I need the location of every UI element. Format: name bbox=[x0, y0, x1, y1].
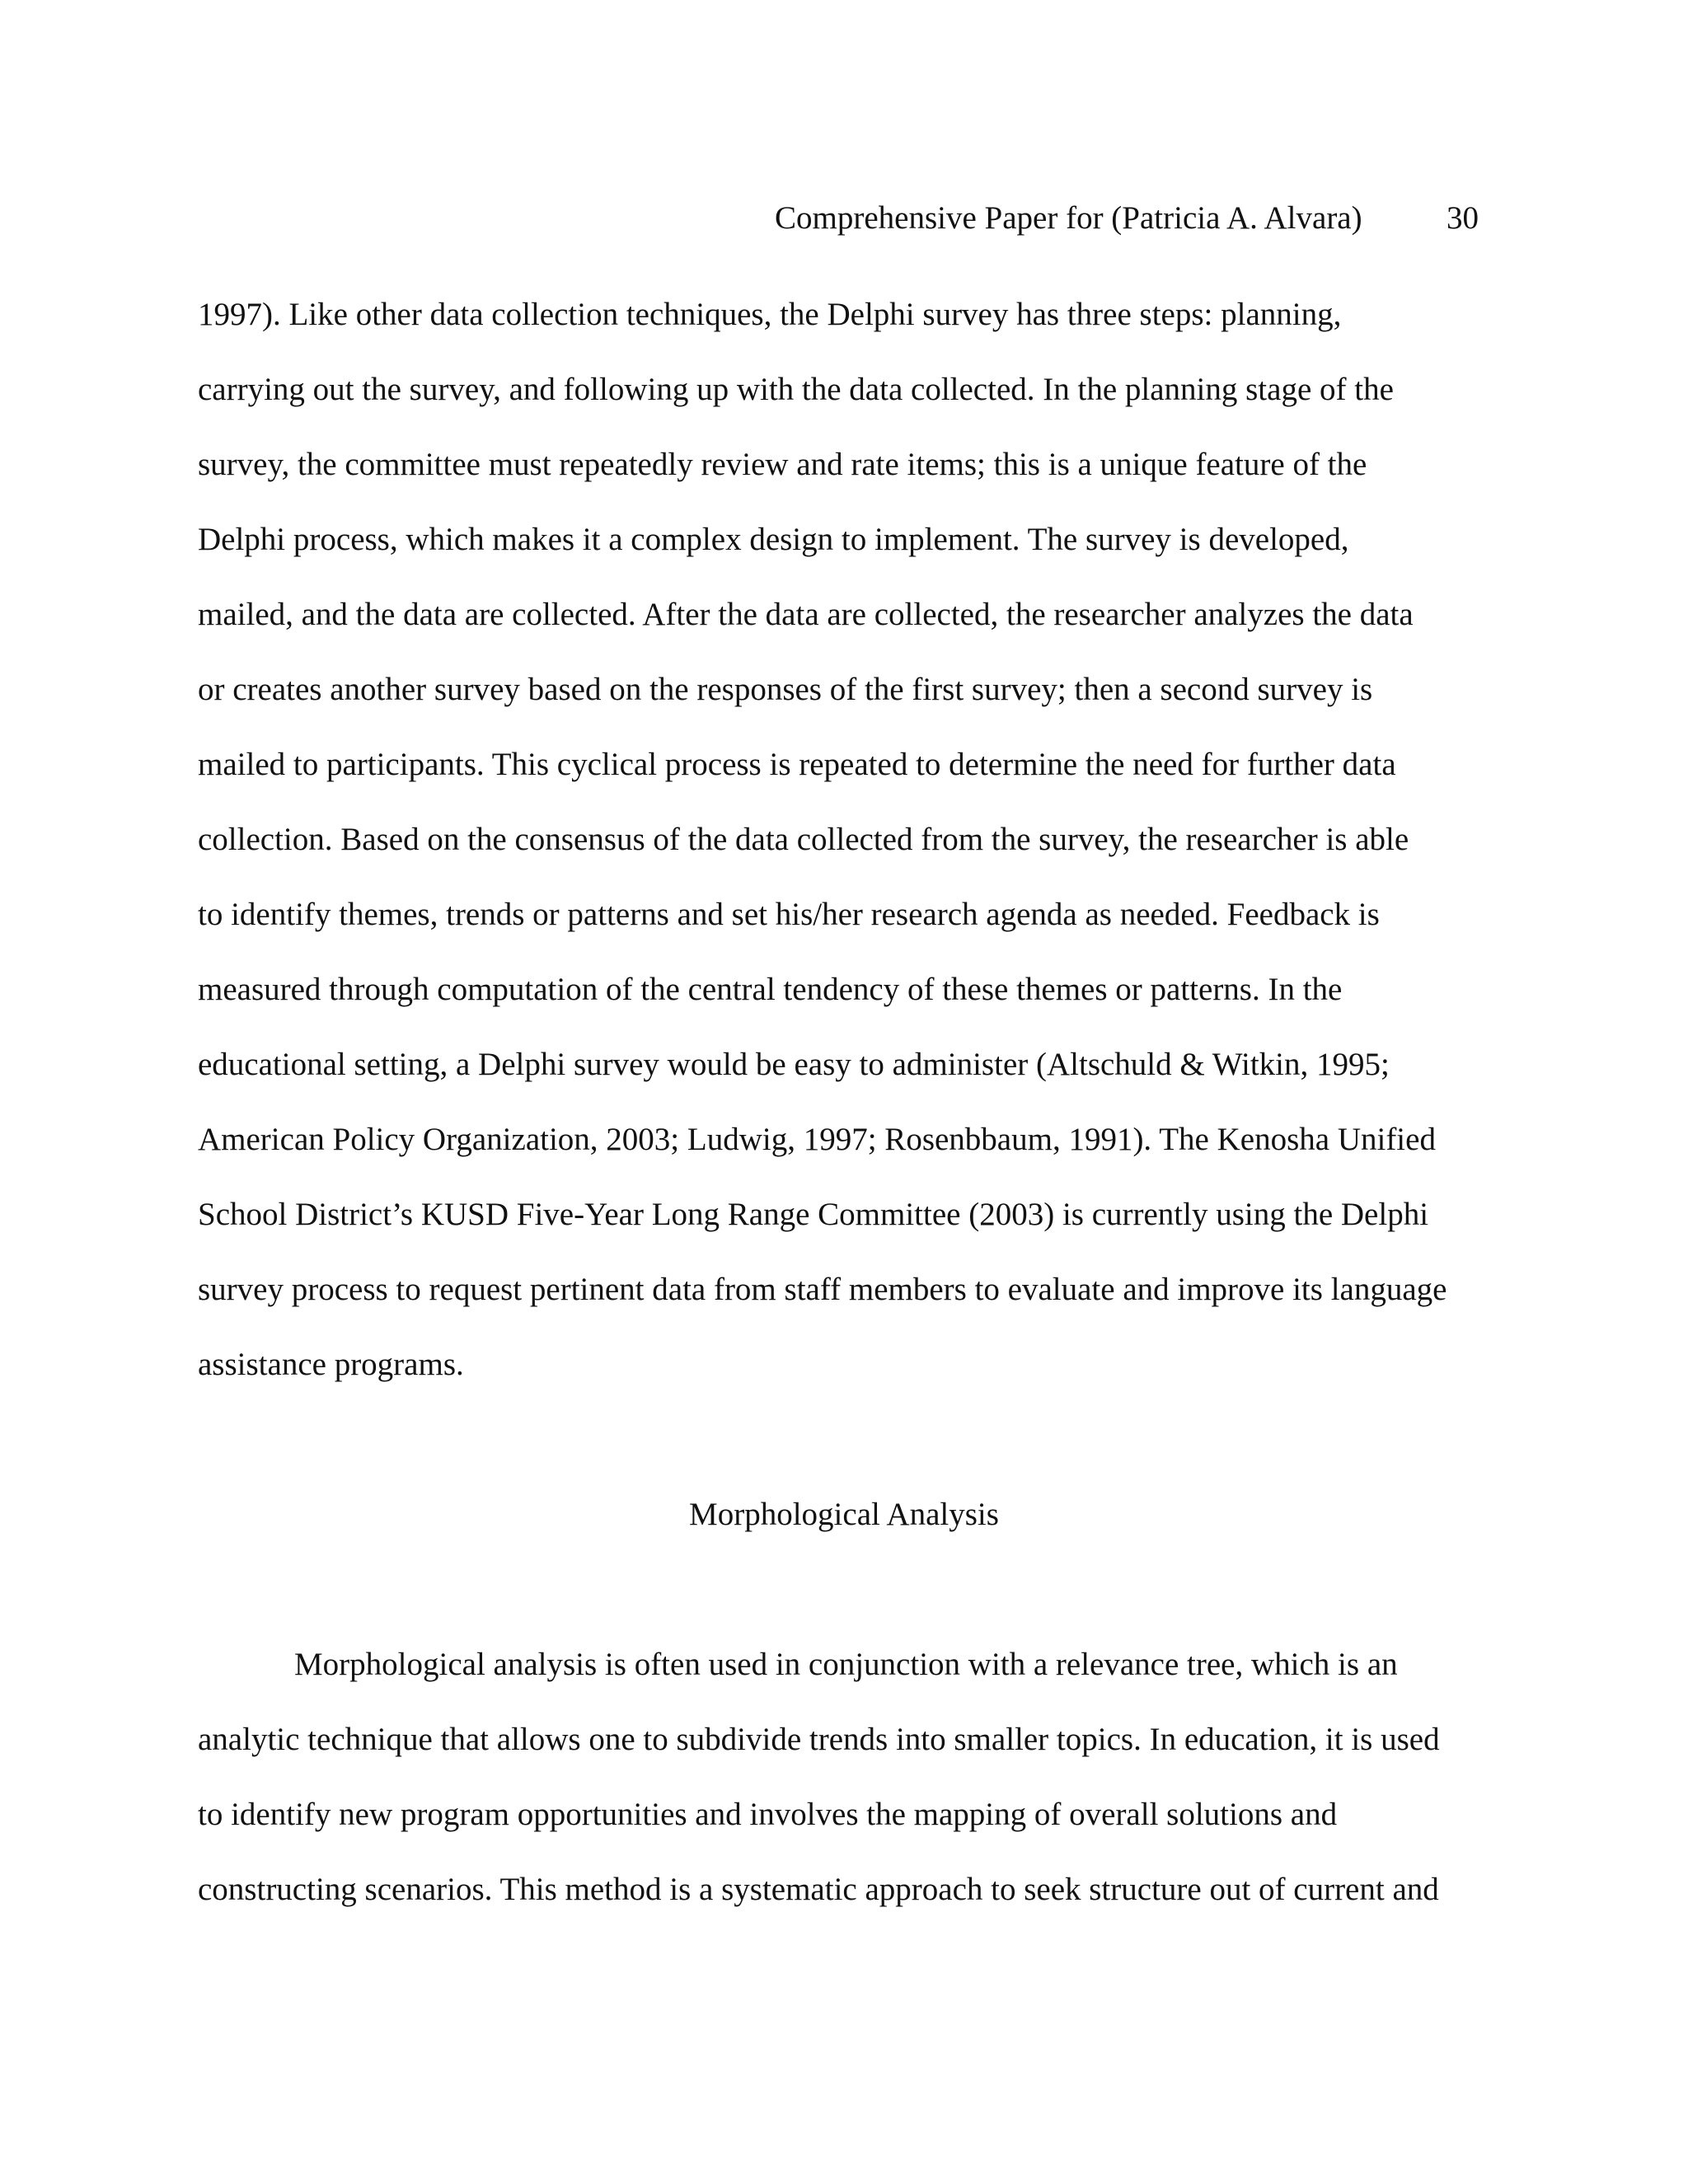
paragraph-line: mailed, and the data are collected. After the data are collected, the researcher analyzes the data bbox=[198, 597, 1414, 632]
paragraph-line: to identify new program opportunities and involves the mapping of overall solutions and bbox=[198, 1797, 1338, 1832]
paragraph-line: School District’s KUSD Five-Year Long Range Committee (2003) is currently using the Delphi bbox=[198, 1197, 1429, 1232]
paragraph-line: collection. Based on the consensus of the data collected from the survey, the researcher is able bbox=[198, 822, 1409, 857]
paragraph-line: American Policy Organization, 2003; Ludwig, 1997; Rosenbbaum, 1991). The Kenosha Unified bbox=[198, 1122, 1436, 1157]
section-heading: Morphological Analysis bbox=[689, 1497, 999, 1532]
paragraph-line: constructing scenarios. This method is a systematic approach to seek structure out of current and bbox=[198, 1872, 1439, 1907]
page-number: 30 bbox=[1447, 200, 1479, 236]
paragraph-line: survey, the committee must repeatedly review and rate items; this is a unique feature of the bbox=[198, 447, 1367, 482]
paragraph-line: analytic technique that allows one to subdivide trends into smaller topics. In education, it is used bbox=[198, 1722, 1440, 1757]
running-head: Comprehensive Paper for (Patricia A. Alvara) bbox=[775, 200, 1362, 236]
paragraph-line: to identify themes, trends or patterns and set his/her research agenda as needed. Feedback is bbox=[198, 897, 1380, 932]
paragraph-line: educational setting, a Delphi survey would be easy to administer (Altschuld & Witkin, 1995; bbox=[198, 1047, 1390, 1082]
paragraph-line: measured through computation of the central tendency of these themes or patterns. In the bbox=[198, 972, 1343, 1007]
paragraph-line: survey process to request pertinent data from staff members to evaluate and improve its language bbox=[198, 1272, 1447, 1307]
paragraph-line: mailed to participants. This cyclical process is repeated to determine the need for further data bbox=[198, 747, 1396, 782]
paragraph-line: Morphological analysis is often used in conjunction with a relevance tree, which is an bbox=[294, 1647, 1398, 1682]
paragraph-line: assistance programs. bbox=[198, 1347, 464, 1382]
paragraph-line: 1997). Like other data collection techniques, the Delphi survey has three steps: planning, bbox=[198, 297, 1342, 332]
paragraph-line: carrying out the survey, and following up with the data collected. In the planning stage of the bbox=[198, 372, 1394, 407]
paragraph-line: Delphi process, which makes it a complex design to implement. The survey is developed, bbox=[198, 522, 1349, 557]
paragraph-line: or creates another survey based on the responses of the first survey; then a second survey is bbox=[198, 672, 1373, 707]
